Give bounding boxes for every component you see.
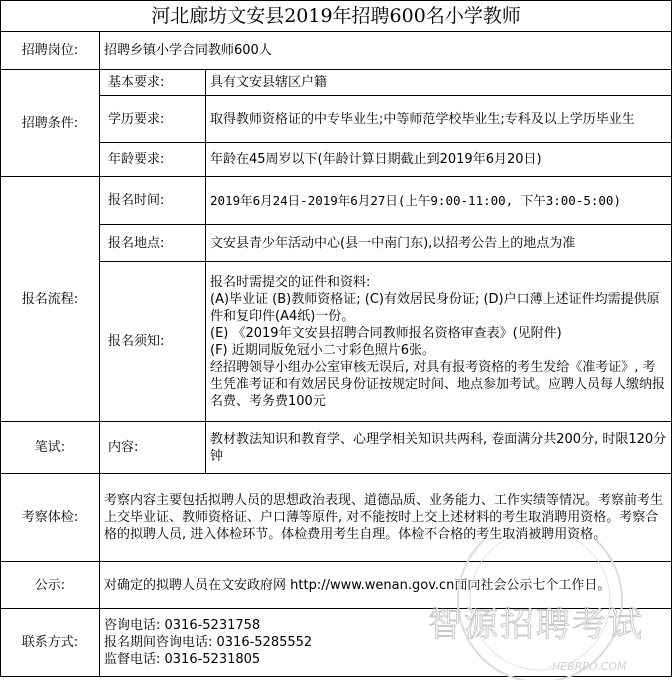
conditions-label: 招聘条件: (1, 70, 100, 177)
exam-content-value: 教材教法知识和教育学、心理学相关知识共两科, 卷面满分共200分, 时限120分钟 (206, 422, 672, 474)
notes-line: 经招聘领导小组办公室审核无误后, 对具有报考资格的考生发给《准考证》, 考生凭准考证和有效居民身份证按规定时间、地点参加考试。应聘人员每人缴纳报名费、考务费100元 (210, 359, 666, 409)
age-requirement-value: 年龄在45周岁以下(年龄计算日期截止到2019年6月20日) (206, 143, 672, 177)
registration-time-label: 报名时间: (100, 177, 206, 225)
watermark-text: 智源招聘考试 (428, 605, 644, 645)
notes-line: 报名时需提交的证件和资料: (210, 274, 371, 290)
registration-time-value: 2019年6月24日-2019年6月27日(上午9:00-11:00, 下午3:00-5:00) (206, 177, 672, 225)
registration-place-label: 报名地点: (100, 225, 206, 262)
exam-content-label: 内容: (100, 422, 206, 474)
supervision-phone: 监督电话: 0316-5231805 (104, 652, 261, 667)
consult-phone: 咨询电话: 0316-5231758 (104, 618, 261, 633)
position-value: 招聘乡镇小学合同教师600人 (100, 32, 672, 70)
education-requirement-label: 学历要求: (100, 96, 206, 143)
inspection-value: 考察内容主要包括拟聘人员的思想政治表现、道德品质、业务能力、工作实绩等情况。考察前考生上交毕业证、教师资格证、户口薄等原件, 对不能按时上交上述材料的考生取消聘用资格。考察合格的拟聘人员, 进入体检环节。体检费用考生自理。体检不合格的考生取消被聘用资格。 (100, 474, 672, 562)
registration-place-value: 文安县青少年活动中心(县一中南门东),以招考公告上的地点为准 (206, 225, 672, 262)
publicity-label: 公示: (1, 562, 100, 609)
watermark-url: -HEBRPO.COM (548, 660, 627, 673)
registration-notes-label: 报名须知: (100, 262, 206, 422)
education-requirement-value: 取得教师资格证的中专毕业生;中等师范学校毕业生;专科及以上学历毕业生 (206, 96, 672, 143)
registration-notes (206, 262, 672, 422)
position-label: 招聘岗位: (1, 32, 100, 70)
age-requirement-label: 年龄要求: (100, 143, 206, 177)
inspection-label: 考察体检: (1, 474, 100, 562)
basic-requirement-label: 基本要求: (100, 70, 206, 96)
publicity-value: 对确定的拟聘人员在文安政府网 http://www.wenan.gov.cn面向社会公示七个工作日。 (100, 562, 672, 609)
exam-label: 笔试: (1, 422, 100, 474)
notes-line: (E) 《2019年文安县招聘合同教师报名资格审查表》(见附件) (210, 325, 562, 341)
basic-requirement-value: 具有文安县辖区户籍 (206, 70, 672, 96)
page-title: 河北廊坊文安县2019年招聘600名小学教师 (1, 1, 672, 32)
notes-line: (A)毕业证 (B)教师资格证; (C)有效居民身份证; (D)户口薄上述证件均需提供原件和复印件(A4纸)一份。 (210, 291, 660, 324)
contact-label: 联系方式: (1, 609, 100, 677)
contact-values (100, 609, 672, 677)
notes-line: (F) 近期同版免冠小二寸彩色照片6张。 (210, 342, 436, 358)
registration-consult-phone: 报名期间咨询电话: 0316-5285552 (104, 635, 313, 650)
registration-label: 报名流程: (1, 177, 100, 422)
